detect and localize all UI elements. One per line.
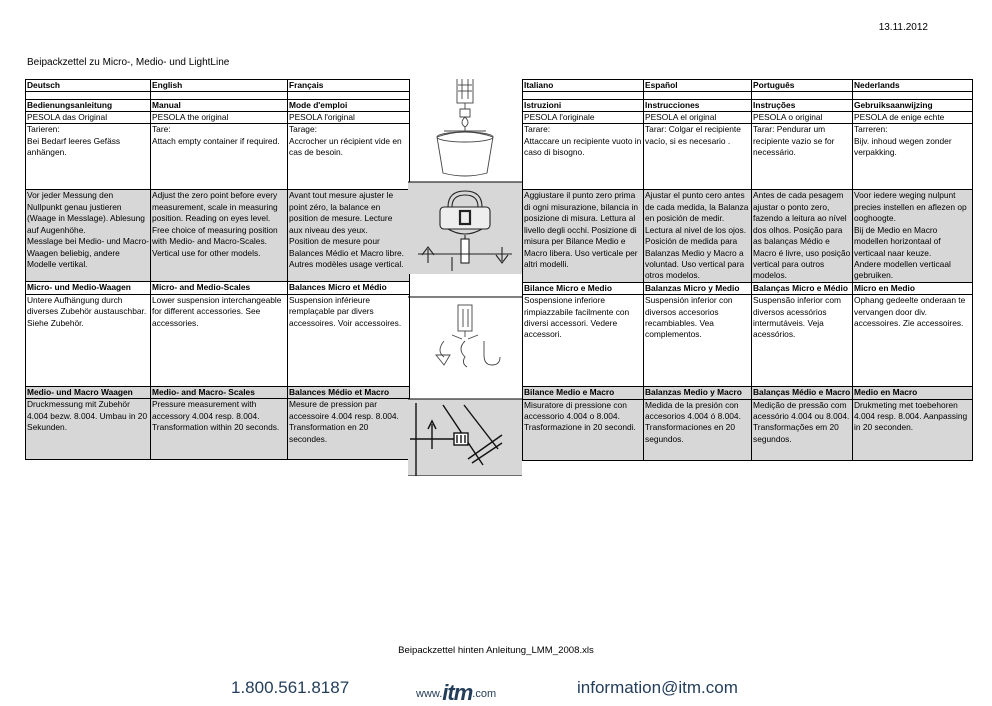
zero-text-fr: Avant tout mesure ajuster le point zéro, la balance en position de mesure. Lecture aux niveau des yeux. Position de mesure pour Balances Médio et Macro libre. Autres modèles usage vertical. [288, 190, 410, 282]
zero-text-it: Aggiustare il punto zero prima di ogni misurazione, bilancia in posizione di misura. Lettura al livello degli occhi. Posizione di misura per Bilance Medio e Macro libera. Uso verticale per altri modelli. [523, 190, 644, 282]
macro-text-pt: Medição de pressão com acessório 4.004 ou 8.004. Transformações em 20 segundos. [752, 399, 853, 460]
lang-header-en: English [151, 80, 288, 92]
micro-text-it: Sospensione inferiore rimpiazzabile facilmente con diversi accessori. Vedere accessori. [523, 295, 644, 387]
itm-logo: itm [442, 680, 473, 705]
web-suffix: .com [472, 688, 497, 700]
tare-cell-fr [288, 100, 410, 190]
manual-heading-es: Instrucciones [644, 100, 751, 112]
macro-title-fr: Balances Médio et Macro [288, 386, 410, 398]
manual-heading-nl: Gebruiksaanwijzing [853, 100, 972, 112]
macro-text-en: Pressure measurement with accessory 4.004 resp. 8.004. Transformation within 20 seconds. [151, 399, 288, 460]
micro-text-en: Lower suspension interchangeable for different accessories. See accessories. [151, 294, 288, 386]
micro-title-fr: Balances Micro et Médio [288, 282, 410, 294]
scale-with-bowl-icon [437, 79, 493, 176]
tare-cell-es [644, 100, 752, 190]
manual-heading-it: Istruzioni [523, 100, 643, 112]
micro-title-pt: Balanças Micro e Médio [752, 282, 853, 294]
macro-title-de: Medio- und Macro Waagen [26, 386, 151, 398]
macro-text-nl: Drukmeting met toebehoren 4.004 resp. 8.004. Aanpassing in 20 seconden. [853, 399, 973, 460]
zero-text-en: Adjust the zero point before every measurement, scale in measuring position. Reading on eyes level. Free choice of measuring position with Medio- and Macro-Scales. Vertical use for other models. [151, 190, 288, 282]
micro-text-nl: Ophang gedeelte onderaan te vervangen door div. accessoires. Zie accessoires. [853, 295, 973, 387]
original-label-it: PESOLA l'originale [523, 112, 643, 124]
micro-text-fr: Suspension inférieure remplaçable par divers accessoires. Voir accessoires. [288, 294, 410, 386]
lang-header-pt: Português [752, 80, 853, 92]
scale-illustrations [408, 79, 522, 476]
zero-text-nl: Voor iedere weging nulpunt precies instellen en aflezen op ooghoogte. Bij de Medio en Macro modellen horizontaal of verticaal naar keuze. Andere modellen verticaal gebruiken. [853, 190, 973, 282]
micro-text-pt: Suspensão inferior com diversos acessórios intermutáveis. Veja acessórios. [752, 295, 853, 387]
tare-text-es: Tarar: Colgar el recipiente vacío, si es necesario . [645, 124, 741, 146]
tare-cell-nl [853, 100, 973, 190]
tare-text-pt: Tarar: Pendurar um recipiente vazio se for necessário. [753, 124, 835, 158]
tare-text-fr: Tarage: Accrocher un récipient vide en cas de besoin. [289, 124, 402, 158]
contact-phone: 1.800.561.8187 [231, 678, 350, 697]
micro-title-de: Micro- und Medio-Waagen [26, 282, 151, 294]
lang-header-fr: Français [288, 80, 410, 92]
print-date: 13.11.2012 [878, 22, 928, 33]
tare-text-de: Tarieren: Bei Bedarf leeres Gefäss anhängen. [27, 124, 121, 158]
contact-email[interactable]: information@itm.com [577, 678, 738, 697]
tare-text-it: Tarare: Attaccare un recipiente vuoto in caso di bisogno. [524, 124, 642, 158]
micro-title-it: Bilance Micro e Medio [523, 282, 644, 294]
macro-text-de: Druckmessung mit Zubehör 4.004 bezw. 8.004. Umbau in 20 Sekunden. [26, 399, 151, 460]
document-title: Beipackzettel zu Micro-, Medio- und LightLine [27, 57, 230, 68]
macro-text-es: Medida de la presión con accesorios 4.004 ó 8.004. Transformaciones en 20 segundos. [644, 399, 752, 460]
original-label-fr: PESOLA l'original [288, 112, 409, 124]
tare-cell-it [523, 100, 644, 190]
zero-text-de: Vor jeder Messung den Nullpunkt genau justieren (Waage in Messlage). Ablesung auf Augenhöhe. Messlage bei Medio- und Macro-Waagen beliebig, andere Modelle vertikal. [26, 190, 151, 282]
file-name-footer: Beipackzettel hinten Anleitung_LMM_2008.xls [398, 645, 594, 656]
micro-text-es: Suspensión inferior con diversos accesorios recambiables. Vea complementos. [644, 295, 752, 387]
manual-heading-fr: Mode d'emploi [288, 100, 409, 112]
web-prefix: www. [416, 688, 443, 700]
tare-cell-de [26, 100, 151, 190]
zero-text-es: Ajustar el punto cero antes de cada medida, la Balanza en posición de medir. Lectura al nivel de los ojos. Posición de medida para Balanzas Medio y Macro a voluntad. Uso vertical para otros modelos. [644, 190, 752, 282]
zero-text-pt: Antes de cada pesagem ajustar o ponto zero, fazendo a leitura ao nível dos olhos. Posição para as balanças Médio e Macro é livre, uso posição vertical para outros modelos. [752, 190, 853, 282]
manual-heading-de: Bedienungsanleitung [26, 100, 150, 112]
original-label-nl: PESOLA de enige echte [853, 112, 972, 124]
macro-text-it: Misuratore di pressione con accessorio 4.004 o 8.004. Trasformazione in 20 secondi. [523, 399, 644, 460]
hook-accessories-icon [436, 305, 500, 367]
micro-text-de: Untere Aufhängung durch diverses Zubehör austauschbar. Siehe Zubehör. [26, 294, 151, 386]
lang-header-de: Deutsch [26, 80, 151, 92]
original-label-en: PESOLA the original [151, 112, 287, 124]
tare-text-en: Tare: Attach empty container if required. [152, 124, 280, 146]
manual-heading-en: Manual [151, 100, 287, 112]
original-label-pt: PESOLA o original [752, 112, 852, 124]
micro-title-en: Micro- and Medio-Scales [151, 282, 288, 294]
micro-title-es: Balanzas Micro y Medio [644, 282, 752, 294]
lang-header-it: Italiano [523, 80, 644, 92]
tare-cell-en [151, 100, 288, 190]
instructions-table-right [522, 79, 973, 461]
original-label-de: PESOLA das Original [26, 112, 150, 124]
macro-text-fr: Mesure de pression par accessoire 4.004 resp. 8.004. Transformation en 20 secondes. [288, 399, 410, 460]
lang-header-es: Español [644, 80, 752, 92]
manual-heading-pt: Instruções [752, 100, 852, 112]
tare-cell-pt [752, 100, 853, 190]
tare-text-nl: Tarreren: Bijv. inhoud wegen zonder verpakking. [854, 124, 952, 158]
instruction-sheet [25, 79, 972, 476]
macro-title-en: Medio- and Macro- Scales [151, 386, 288, 398]
micro-title-nl: Micro en Medio [853, 282, 973, 294]
instructions-table-left [25, 79, 410, 460]
macro-title-nl: Medio en Macro [853, 387, 973, 399]
macro-title-es: Balanzas Medio y Macro [644, 387, 752, 399]
lang-header-nl: Nederlands [853, 80, 973, 92]
contact-website[interactable] [416, 680, 496, 706]
original-label-es: PESOLA el original [644, 112, 751, 124]
macro-title-it: Bilance Medio e Macro [523, 387, 644, 399]
macro-title-pt: Balanças Médio e Macro [752, 387, 853, 399]
